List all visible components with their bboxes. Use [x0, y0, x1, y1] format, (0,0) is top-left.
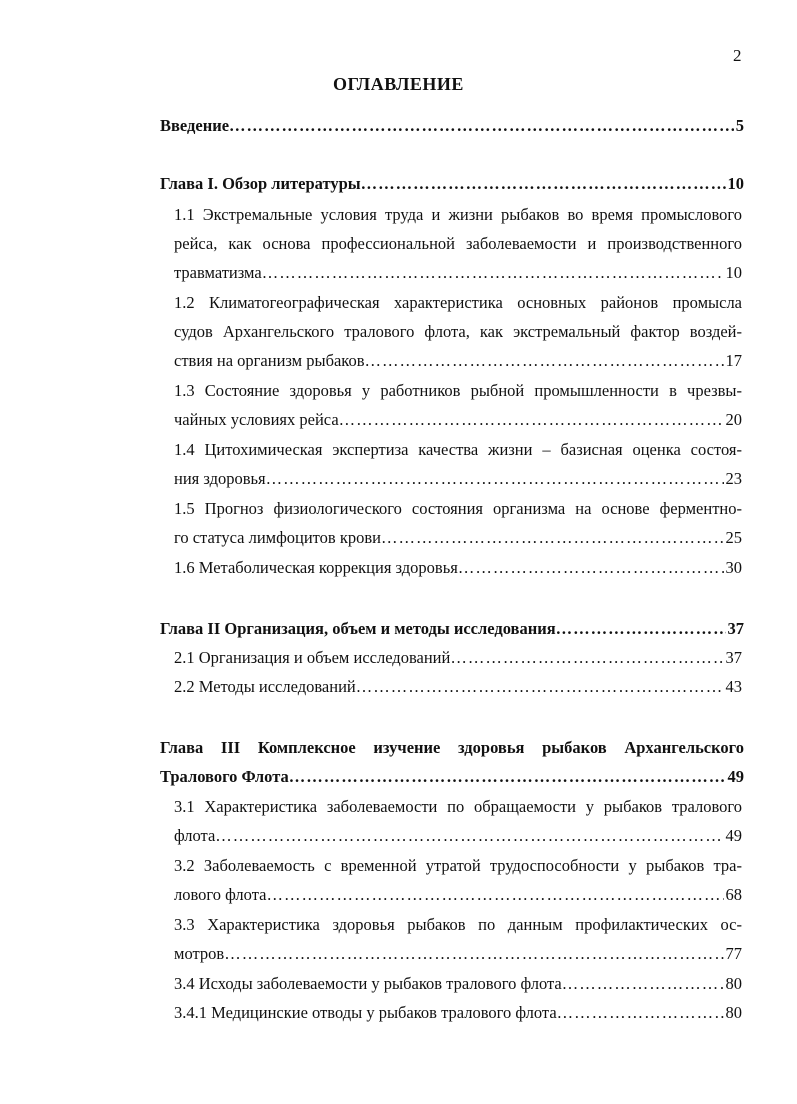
dot-leader — [215, 826, 723, 846]
toc-entry-2-2[interactable]: 2.2 Методы исследований ……………………………………………………………………………………………… 43 — [174, 677, 742, 697]
dot-leader — [339, 410, 724, 430]
toc-entry-1-2-line3[interactable]: ствия на организм рыбаков ……………………………………………………………………………………………… 17 — [174, 351, 742, 371]
toc-entry-1-3-line1[interactable]: 1.3 Состояние здоровья у работников рыбной промышленности в чрезвы- — [174, 381, 742, 400]
dot-leader — [224, 944, 723, 964]
toc-entry-1-3-line2[interactable]: чайных условиях рейса ……………………………………………………………………………………………… 20 — [174, 410, 742, 430]
page-ref: 37 — [727, 619, 744, 638]
page-ref: 23 — [725, 469, 742, 488]
toc-entry-1-5-line2[interactable]: го статуса лимфоцитов крови ……………………………………………………………………………………………… 25 — [174, 528, 742, 548]
page-ref: 49 — [727, 767, 744, 786]
page-ref: 68 — [725, 885, 742, 904]
toc-entry-1-4-line2[interactable]: ния здоровья ……………………………………………………………………………………………… 23 — [174, 469, 742, 489]
dot-leader — [556, 619, 726, 639]
toc-entry-3-1-line1[interactable]: 3.1 Характеристика заболеваемости по обращаемости у рыбаков тралового — [174, 797, 742, 816]
page-number: 2 — [733, 46, 742, 65]
toc-entry-3-3-line2[interactable]: мотров ……………………………………………………………………………………………… 77 — [174, 944, 742, 964]
toc-entry-1-6[interactable]: 1.6 Метаболическая коррекция здоровья ……………………………………………………………………………………………… 30 — [174, 558, 742, 578]
dot-leader — [458, 558, 724, 578]
page-ref: 5 — [735, 116, 744, 135]
toc-entry-chapter-2[interactable]: Глава II Организация, объем и методы исследования ……………………………………………………………………………………………… 37 — [160, 619, 744, 639]
toc-entry-2-1[interactable]: 2.1 Организация и объем исследований ……………………………………………………………………………………………… 37 — [174, 648, 742, 668]
page-ref: 80 — [725, 974, 742, 993]
page-ref: 80 — [725, 1003, 742, 1022]
dot-leader — [229, 116, 734, 136]
dot-leader — [450, 648, 723, 668]
dot-leader — [356, 677, 724, 697]
page-ref: 17 — [725, 351, 742, 370]
toc-entry-1-1-line1[interactable]: 1.1 Экстремальные условия труда и жизни рыбаков во время промыслового — [174, 205, 742, 224]
page-ref: 43 — [725, 677, 742, 696]
dot-leader — [262, 263, 724, 283]
toc-entry-1-2-line2[interactable]: судов Архангельского тралового флота, как экстремальный фактор воздей- — [174, 322, 742, 341]
toc-entry-1-2-line1[interactable]: 1.2 Климатогеографическая характеристика основных районов промысла — [174, 293, 742, 312]
toc-entry-3-2-line2[interactable]: лового флота ……………………………………………………………………………………………… 68 — [174, 885, 742, 905]
toc-title: ОГЛАВЛЕНИЕ — [333, 74, 464, 94]
toc-entry-1-4-line1[interactable]: 1.4 Цитохимическая экспертиза качества жизни – базисная оценка состоя- — [174, 440, 742, 459]
toc-entry-3-1-line2[interactable]: флота ……………………………………………………………………………………………… 49 — [174, 826, 742, 846]
toc-entry-1-1-line2[interactable]: рейса, как основа профессиональной заболеваемости и производственного — [174, 234, 742, 253]
dot-leader — [266, 469, 724, 489]
dot-leader — [361, 174, 726, 194]
toc-entry-chapter-3-line1[interactable]: Глава III Комплексное изучение здоровья рыбаков Архангельского — [160, 738, 744, 757]
dot-leader — [289, 767, 726, 787]
toc-entry-introduction[interactable]: Введение ……………………………………………………………………………………………… 5 — [160, 116, 744, 136]
toc-entry-3-4-1[interactable]: 3.4.1 Медицинские отводы у рыбаков тралового флота ……………………………………………………………………………………………… 80 — [174, 1003, 742, 1023]
dot-leader — [381, 528, 724, 548]
page-ref: 30 — [725, 558, 742, 577]
toc-entry-3-2-line1[interactable]: 3.2 Заболеваемость с временной утратой трудоспособности у рыбаков тра- — [174, 856, 742, 875]
page-ref: 10 — [727, 174, 744, 193]
toc-entry-chapter-3-line2[interactable]: Тралового Флота ……………………………………………………………………………………………… 49 — [160, 767, 744, 787]
toc-entry-3-4[interactable]: 3.4 Исходы заболеваемости у рыбаков тралового флота ……………………………………………………………………………………………… 80 — [174, 974, 742, 994]
toc-entry-3-3-line1[interactable]: 3.3 Характеристика здоровья рыбаков по данным профилактических ос- — [174, 915, 742, 934]
page-ref: 25 — [725, 528, 742, 547]
toc-entry-chapter-1[interactable]: Глава I. Обзор литературы ……………………………………………………………………………………………… 10 — [160, 174, 744, 194]
dot-leader — [365, 351, 724, 371]
toc-entry-1-5-line1[interactable]: 1.5 Прогноз физиологического состояния организма на основе ферментно- — [174, 499, 742, 518]
page-ref: 20 — [725, 410, 742, 429]
page-ref: 10 — [725, 263, 742, 282]
page-ref: 49 — [725, 826, 742, 845]
page-ref: 77 — [725, 944, 742, 963]
page-ref: 37 — [725, 648, 742, 667]
dot-leader — [562, 974, 724, 994]
dot-leader — [557, 1003, 724, 1023]
dot-leader — [266, 885, 723, 905]
toc-entry-1-1-line3[interactable]: травматизма ……………………………………………………………………………………………… 10 — [174, 263, 742, 283]
